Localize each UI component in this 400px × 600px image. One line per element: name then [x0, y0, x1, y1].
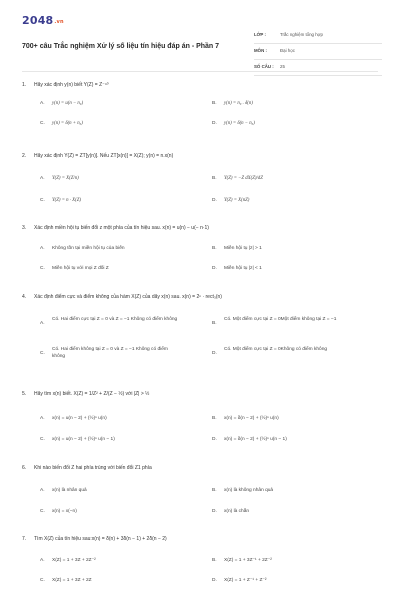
option-letter: C.	[40, 437, 45, 442]
question-6	[22, 465, 378, 514]
question-prompt	[22, 225, 378, 233]
question-text: Tìm X(Z) của tín hiệu sau:x(n) = δ(n) + 3δ(n − 1) + 2δ(n − 2)	[34, 536, 167, 542]
option-text: y(n) = δ(n + n₀)	[52, 121, 83, 126]
question-number: 3.	[22, 225, 27, 231]
option-text: X(Z) = 1 + 3Z⁻¹ + 2Z⁻²	[224, 558, 272, 563]
option-text: x(n) = δ(n − 2) + (½)ⁿ u(n − 1)	[224, 437, 287, 442]
option-text: Có. Một điểm cực tại Z = 0Một điểm không tại Z = −1	[224, 317, 337, 322]
option-text: Y(Z) = X(Z/n)	[52, 176, 79, 181]
question-number: 2.	[22, 153, 27, 159]
question-prompt	[22, 294, 378, 302]
option-letter: C.	[40, 198, 45, 203]
option-text: Có. Hai điểm cực tại Z = 0 và Z = −1 Không có điểm không	[52, 317, 178, 322]
option-letter: D.	[212, 198, 217, 203]
question-2	[22, 153, 378, 203]
meta-row-count	[254, 60, 382, 76]
option-letter: C.	[40, 121, 45, 126]
option-letter: D.	[212, 351, 217, 356]
option-letter: D.	[212, 437, 217, 442]
question-prompt	[22, 465, 378, 473]
option-letter: D.	[212, 509, 217, 514]
question-prompt	[22, 536, 378, 544]
option-text: X(Z) = 1 + Z⁻¹ + Z⁻²	[224, 578, 267, 583]
option-letter: D.	[212, 266, 217, 271]
option-text: Y(Z) = n · X(Z)	[52, 198, 81, 203]
question-number: 5.	[22, 391, 27, 397]
option-letter: D.	[212, 578, 217, 583]
option-letter: B.	[212, 416, 217, 421]
question-number: 4.	[22, 294, 27, 300]
option-letter: C.	[40, 578, 45, 583]
option-text: Miền hội tụ với mọi Z đối Z	[52, 266, 109, 271]
option-letter: A.	[40, 246, 45, 251]
question-text: Khi nào biến đổi Z hai phía trùng với biến đổi Z1 phía	[34, 465, 152, 471]
option-letter: B.	[212, 321, 217, 326]
question-text: Xác định điểm cực và điểm không của hàm X(Z) của dãy x(n) sau. x(n) = 2ⁿ · rect₃(n)	[34, 294, 222, 300]
option-text: x(n) là không nhân quả	[224, 488, 274, 493]
option-letter: C.	[40, 509, 45, 514]
question-1	[22, 82, 378, 126]
meta-value[interactable]: Đại học	[280, 48, 295, 53]
logo-text: 2048	[22, 14, 54, 27]
logo-suffix: .vn	[54, 19, 64, 25]
question-prompt	[22, 391, 378, 399]
option-text: x(n) = δ(n − 2) + (½)ⁿ u(n)	[224, 416, 279, 421]
header-divider	[22, 71, 378, 72]
option-letter: B.	[212, 488, 217, 493]
option-text: Y(Z) = X(nZ)	[224, 198, 250, 203]
option-letter: B.	[212, 176, 217, 181]
question-3	[22, 225, 378, 271]
question-5	[22, 391, 378, 442]
option-text: x(n) = u(n − 2) + (½)ⁿ u(n)	[52, 416, 107, 421]
site-logo[interactable]	[22, 14, 64, 27]
meta-table	[254, 28, 382, 76]
question-number: 7.	[22, 536, 27, 542]
meta-label: LỚP :	[254, 32, 266, 37]
option-text: X(Z) = 1 + 3Z + 2Z	[52, 578, 92, 583]
option-text: x(n) = u(n − 2) + (½)ⁿ u(n − 1)	[52, 437, 115, 442]
option-letter: C.	[40, 266, 45, 271]
option-letter: A.	[40, 321, 45, 326]
option-text: y(n) = δ(n − n₀)	[224, 121, 255, 126]
option-letter: A.	[40, 101, 45, 106]
option-text: Có. Hai điểm không tại Z = 0 và Z = −1 Không có điểm không	[52, 347, 168, 359]
option-text: x(n) là chẵn	[224, 509, 250, 514]
question-7	[22, 536, 378, 583]
option-text: Miền hội tụ |z| < 1	[224, 266, 262, 271]
option-text: Miền hội tụ |z| > 1	[224, 246, 262, 251]
meta-value: 25	[280, 64, 285, 69]
option-text: x(n) là nhân quả	[52, 488, 87, 493]
option-letter: A.	[40, 416, 45, 421]
option-text: x(n) = x(−n)	[52, 509, 77, 514]
option-text: Có. Một điểm cực tại Z = 0Không có điểm không	[224, 347, 328, 352]
option-text: y(n) = n₀ . δ(n)	[224, 101, 253, 106]
option-text: X(Z) = 1 + 3Z + 2Z⁻²	[52, 558, 96, 563]
option-letter: A.	[40, 488, 45, 493]
page-title: 700+ câu Trắc nghiệm Xử lý số liệu tín hiệu đáp án - Phần 7	[22, 43, 220, 50]
meta-value[interactable]: Trắc nghiệm tổng hợp	[280, 32, 323, 37]
meta-label: MÔN :	[254, 48, 267, 53]
option-letter: B.	[212, 246, 217, 251]
option-text: y(n) = u(n − n₀)	[52, 101, 84, 106]
option-text: Không tồn tại miền hội tụ của biến	[52, 246, 125, 251]
option-letter: B.	[212, 558, 217, 563]
option-letter: A.	[40, 558, 45, 563]
option-letter: B.	[212, 101, 217, 106]
question-number: 6.	[22, 465, 27, 471]
meta-row-subject	[254, 44, 382, 60]
option-letter: D.	[212, 121, 217, 126]
question-4	[22, 294, 378, 359]
meta-row-class	[254, 28, 382, 44]
meta-label: SỐ CÂU :	[254, 64, 274, 69]
question-text: Xác định miền hội tụ biến đổi z một phía của tín hiệu sau. x(n) = u(n) − u(− n·1)	[34, 225, 209, 231]
question-prompt	[22, 82, 378, 90]
option-text: Y(Z) = −Z dX(Z)/dZ	[224, 176, 263, 181]
question-prompt	[22, 153, 378, 161]
question-text: Hãy xác định Y(Z) = ZT[y(n)]. Nếu ZT[x(n)] = X(Z); y(n) = n.x(n)	[34, 153, 174, 159]
question-number: 1.	[22, 82, 27, 88]
question-text: Hãy tìm x(n) biết. X(Z) = 1/Z² + Z/(Z − ½) với |Z| > ½	[34, 391, 150, 397]
option-letter: C.	[40, 351, 45, 356]
question-text: Hãy xác định y(n) biết Y(Z) = Z⁻ⁿ⁰	[34, 82, 109, 88]
option-letter: A.	[40, 176, 45, 181]
